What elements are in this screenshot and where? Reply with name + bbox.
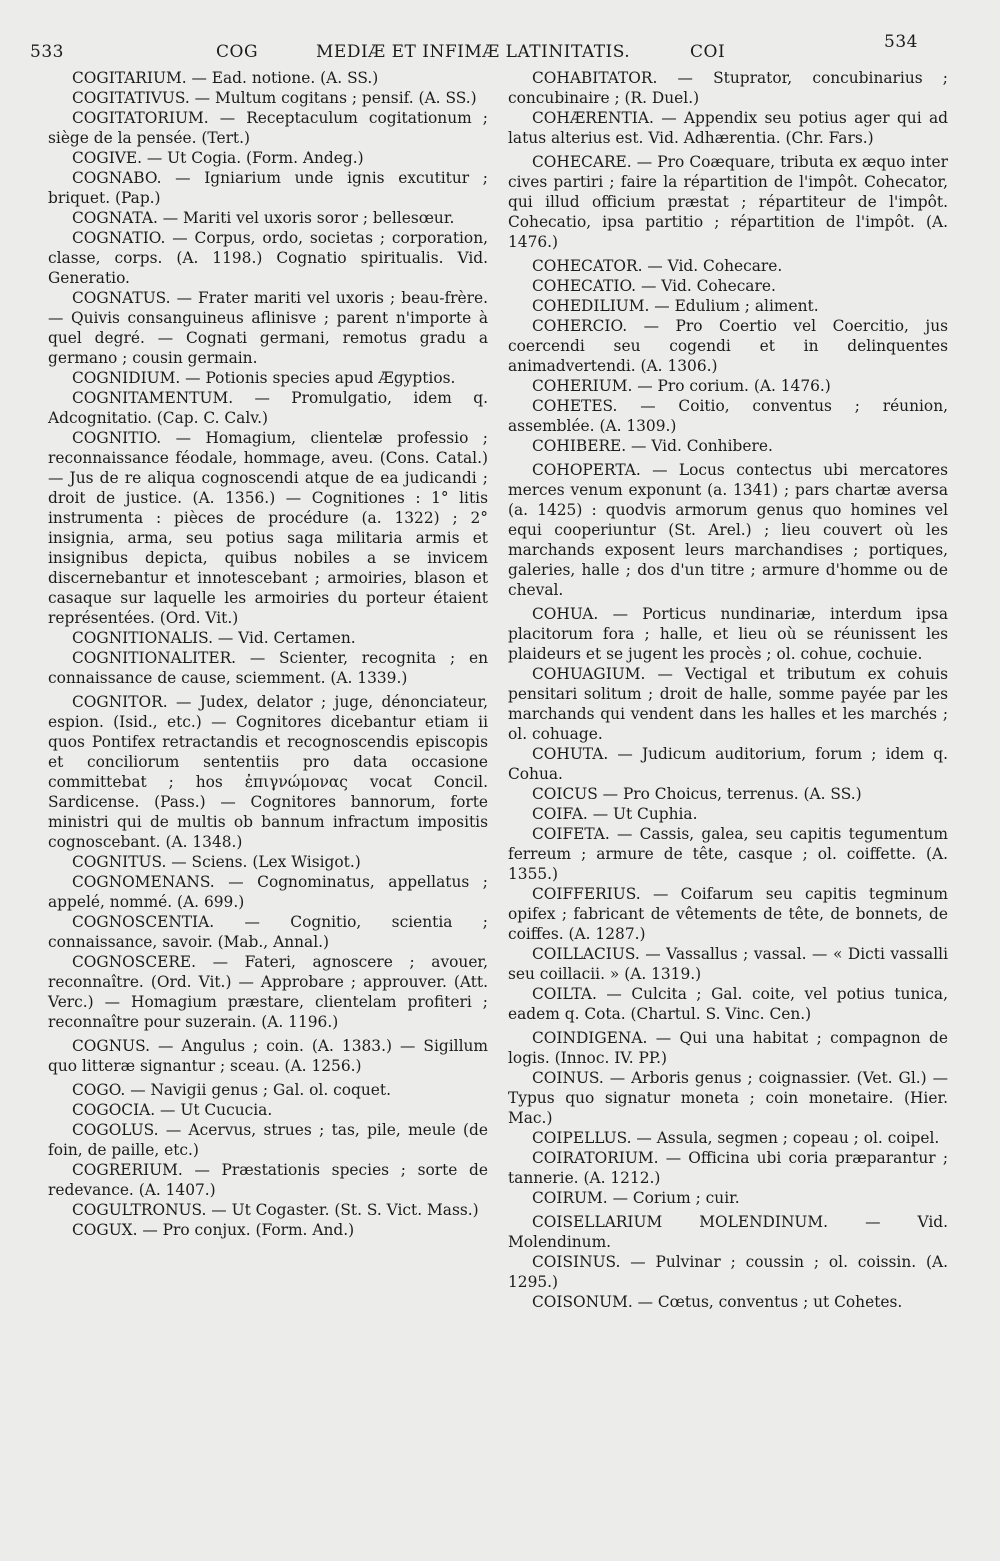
dictionary-entry: COHERIUM. — Pro corium. (A. 1476.) (532, 377, 831, 395)
dictionary-entry: COHIBERE. — Vid. Conhibere. (532, 437, 773, 455)
running-title: MEDIÆ ET INFIMÆ LATINITATIS. (316, 42, 631, 62)
running-header (30, 30, 930, 70)
dictionary-entry: COIRUM. — Corium ; cuir. (532, 1189, 740, 1207)
dictionary-entry: COGITATORIUM. — Receptaculum cogitationum ; siège de la pensée. (Tert.) (48, 109, 488, 147)
dictionary-entry: COHEDILIUM. — Edulium ; aliment. (532, 297, 819, 315)
dictionary-entry: COHABITATOR. — Stuprator, concubinarius ; concubinaire ; (R. Duel.) (508, 69, 948, 107)
dictionary-entry: COGNOSCERE. — Fateri, agnoscere ; avouer, reconnaître. (Ord. Vit.) — Approbare ; approuver. (Att. Verc.) — Homagium præstare, clientelam profiteri ; reconnaître pour suzerain. (A. 1196.) (48, 953, 488, 1031)
dictionary-entry: COISONUM. — Cœtus, conventus ; ut Cohetes. (532, 1293, 903, 1311)
dictionary-entry: COGULTRONUS. — Ut Cogaster. (St. S. Vict. Mass.) (72, 1201, 479, 1219)
dictionary-entry: COHÆRENTIA. — Appendix seu potius ager qui ad latus alterius est. Vid. Adhærentia. (Chr. Fars.) (508, 109, 948, 147)
dictionary-entry: COGNABO. — Igniarium unde ignis excutitur ; briquet. (Pap.) (48, 169, 488, 207)
dictionary-entry: COGO. — Navigii genus ; Gal. ol. coquet. (72, 1081, 391, 1099)
dictionary-entry: COGRERIUM. — Præstationis species ; sorte de redevance. (A. 1407.) (48, 1161, 488, 1199)
dictionary-entry: COIRATORIUM. — Officina ubi coria præparantur ; tannerie. (A. 1212.) (508, 1149, 948, 1187)
dictionary-entry: COICUS — Pro Choicus, terrenus. (A. SS.) (532, 785, 862, 803)
dictionary-entry: COGNATUS. — Frater mariti vel uxoris ; beau-frère. — Quivis consanguineus aflinisve ; parent n'importe à quel degré. — Cognati germani, remotus gradu a germano ; cousin germain. (48, 289, 488, 367)
dictionary-entry: COILTA. — Culcita ; Gal. coite, vel potius tunica, eadem q. Cota. (Chartul. S. Vinc. Cen.) (508, 985, 948, 1023)
dictionary-entry: COGNUS. — Angulus ; coin. (A. 1383.) — Sigillum quo litteræ signantur ; sceau. (A. 1256.) (48, 1037, 488, 1075)
dictionary-entry: COGNOSCENTIA. — Cognitio, scientia ; connaissance, savoir. (Mab., Annal.) (48, 913, 488, 951)
dictionary-entry: COGNOMENANS. — Cognominatus, appellatus ; appelé, nommé. (A. 699.) (48, 873, 488, 911)
dictionary-entry: COHERCIO. — Pro Coertio vel Coercitio, jus coercendi seu cogendi et in delinquentes animadvertendi. (A. 1306.) (508, 317, 948, 375)
dictionary-entry: COHECATIO. — Vid. Cohecare. (532, 277, 776, 295)
dictionary-entry: COIFFERIUS. — Coifarum seu capitis tegminum opifex ; fabricant de vêtements de tête, de bonnets, de coiffes. (A. 1287.) (508, 885, 948, 943)
dictionary-entry: COINDIGENA. — Qui una habitat ; compagnon de logis. (Innoc. IV. PP.) (508, 1029, 948, 1067)
left-guide-word: COG (216, 42, 259, 62)
left-page-number: 533 (30, 42, 64, 62)
dictionary-entry: COHUA. — Porticus nundinariæ, interdum ipsa placitorum fora ; halle, et lieu où se réunissent les plaideurs et se jugent les procès ; ol. cohue, cochuie. (508, 605, 948, 663)
dictionary-entry: COGNITIONALITER. — Scienter, recognita ; en connaissance de cause, sciemment. (A. 1339.) (48, 649, 488, 687)
right-guide-word: COI (690, 42, 726, 62)
right-column (508, 68, 948, 1312)
dictionary-entry: COHUTA. — Judicum auditorium, forum ; idem q. Cohua. (508, 745, 948, 783)
dictionary-entry: COGITARIUM. — Ead. notione. (A. SS.) (72, 69, 379, 87)
dictionary-entry: COGNITIO. — Homagium, clientelæ professio ; reconnaissance féodale, hommage, aveu. (Cons. Catal.) — Jus de re aliqua cognoscendi atque de ea judicandi ; droit de justice. (A. 1356.) — Cognitiones : 1° litis instrumenta : pièces de procédure (a. 1322) ; 2° insignia, arma, seu potius saga militaria armis et insignibus depicta, quibus nobiles a se invicem discernebantur et innotescebant ; armoiries, blason et casaque sur laquelle les armoiries du porteur étaient représentées. (Ord. Vit.) (48, 429, 488, 627)
dictionary-entry: COGITATIVUS. — Multum cogitans ; pensif. (A. SS.) (72, 89, 477, 107)
dictionary-entry: COINUS. — Arboris genus ; coignassier. (Vet. Gl.) — Typus quo signatur moneta ; coin monetaire. (Hier. Mac.) (508, 1069, 948, 1127)
dictionary-entry: COISELLARIUM MOLENDINUM. — Vid. Molendinum. (508, 1213, 948, 1251)
dictionary-entry: COHECARE. — Pro Coæquare, tributa ex æquo inter cives partiri ; faire la répartition de l'impôt. Cohecator, qui illud officium præstat ; répartiteur de l'impôt. Cohecatio, ipsa partitio ; répartition de l'impôt. (A. 1476.) (508, 153, 948, 251)
right-page-number: 534 (884, 32, 918, 52)
dictionary-entry: COHECATOR. — Vid. Cohecare. (532, 257, 783, 275)
dictionary-entry: COIFA. — Ut Cuphia. (532, 805, 698, 823)
dictionary-entry: COGNITIONALIS. — Vid. Certamen. (72, 629, 356, 647)
dictionary-entry: COGNATA. — Mariti vel uxoris soror ; bellesœur. (72, 209, 455, 227)
dictionary-entry: COGOCIA. — Ut Cucucia. (72, 1101, 273, 1119)
dictionary-entry: COGNITAMENTUM. — Promulgatio, idem q. Adcognitatio. (Cap. C. Calv.) (48, 389, 488, 427)
dictionary-entry: COGNATIO. — Corpus, ordo, societas ; corporation, classe, corps. (A. 1198.) Cognatio spiritualis. Vid. Generatio. (48, 229, 488, 287)
dictionary-entry: COGOLUS. — Acervus, strues ; tas, pile, meule (de foin, de paille, etc.) (48, 1121, 488, 1159)
dictionary-entry: COISINUS. — Pulvinar ; coussin ; ol. coissin. (A. 1295.) (508, 1253, 948, 1291)
dictionary-entry: COHOPERTA. — Locus contectus ubi mercatores merces venum exponunt (a. 1341) ; pars chartæ aversa (a. 1425) : quodvis armorum genus quo homines vel equi cooperiuntur (St. Arel.) ; lieu couvert où les marchands exposent leurs marchandises ; portiques, galeries, halle ; dos d'un titre ; armure d'homme ou de cheval. (508, 461, 948, 599)
dictionary-entry: COHUAGIUM. — Vectigal et tributum ex cohuis pensitari solitum ; droit de halle, somme payée par les marchands qui vendent dans les halles et les marchés ; ol. cohuage. (508, 665, 948, 743)
dictionary-entry: COGIVE. — Ut Cogia. (Form. Andeg.) (72, 149, 364, 167)
left-column (48, 68, 488, 1240)
dictionary-entry: COGNITUS. — Sciens. (Lex Wisigot.) (72, 853, 361, 871)
dictionary-entry: COHETES. — Coitio, conventus ; réunion, assemblée. (A. 1309.) (508, 397, 948, 435)
dictionary-entry: COILLACIUS. — Vassallus ; vassal. — « Dicti vassalli seu coillacii. » (A. 1319.) (508, 945, 948, 983)
dictionary-entry: COGUX. — Pro conjux. (Form. And.) (72, 1221, 355, 1239)
dictionary-entry: COIPELLUS. — Assula, segmen ; copeau ; ol. coipel. (532, 1129, 940, 1147)
dictionary-entry: COGNITOR. — Judex, delator ; juge, dénonciateur, espion. (Isid., etc.) — Cognitores dicebantur etiam ii quos Pontifex retractandis et recognoscendis episcopis et conciliorum sententiis pro data occasione committebat ; hos ἐπιγνώμονας vocat Concil. Sardicense. (Pass.) — Cognitores bannorum, forte ministri qui de multis ob bannum infractum impositis cognoscebant. (A. 1348.) (48, 693, 488, 851)
dictionary-entry: COIFETA. — Cassis, galea, seu capitis tegumentum ferreum ; armure de tête, casque ; ol. coiffette. (A. 1355.) (508, 825, 948, 883)
dictionary-entry: COGNIDIUM. — Potionis species apud Ægyptios. (72, 369, 456, 387)
